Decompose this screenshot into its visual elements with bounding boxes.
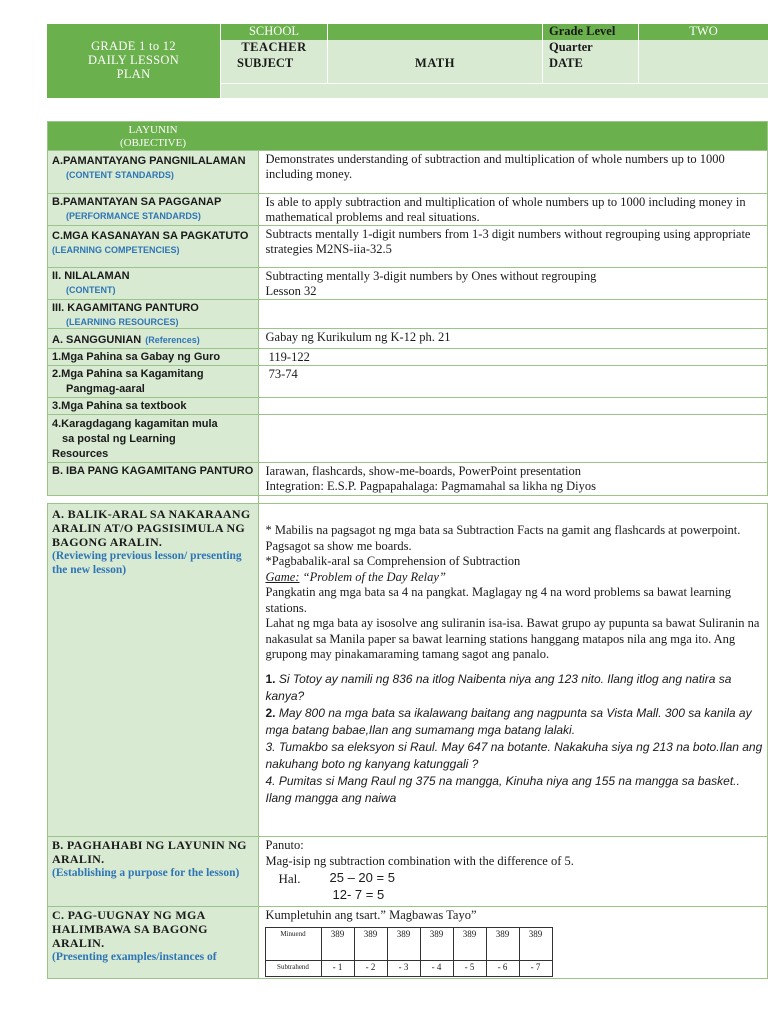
subtraction-chart (265, 927, 553, 977)
learner-pages-label-1: 2.Mga Pahina sa Kagamitang (52, 368, 204, 380)
resources-label-cell (48, 300, 259, 329)
competencies-row (48, 226, 768, 268)
learner-pages-label-cell (48, 366, 259, 398)
purpose-line-2: Mag-isip ng subtraction combination with the difference of 5. (265, 853, 574, 868)
subject-value: MATH (328, 56, 542, 83)
additional-label-1: 4.Karagdagang kagamitan mula (52, 418, 218, 430)
review-line-2: Pagsagot sa show me boards. (265, 538, 412, 553)
example-1: 25 – 20 = 5 (329, 870, 395, 885)
minuend-cell: 389 (321, 927, 354, 960)
minuend-cell: 389 (354, 927, 387, 960)
references-value: Gabay ng Kurikulum ng K-12 ph. 21 (258, 329, 768, 349)
competencies-label-cell (48, 226, 259, 268)
purpose-sub: (Establishing a purpose for the lesson) (52, 867, 240, 879)
teacher-guide-value: 119-122 (258, 349, 768, 366)
problem-3-text: Tumakbo sa eleksyon si Raul. May 647 na botante. Nakakuha siya ng 213 na boto.Ilan ang nakuhang boto ng kanyang katunggali ? (265, 739, 763, 771)
purpose-line-1: Panuto: (265, 838, 304, 852)
game-line (266, 570, 764, 586)
other-resources-value-2: Integration: E.S.P. Pagpapahalaga: Pagmamahal sa likha ng Diyos (265, 479, 596, 493)
additional-materials-value (258, 415, 768, 463)
purpose-content (258, 837, 768, 907)
subtrahend-header: Subtrahend (265, 960, 321, 976)
other-resources-value-cell (258, 463, 768, 496)
minuend-cell: 389 (486, 927, 519, 960)
objectives-heading-row (48, 122, 768, 151)
textbook-value (258, 398, 768, 415)
teacher-guide-row (48, 349, 768, 366)
purpose-label-cell (48, 837, 259, 907)
header-bottom-band (221, 84, 768, 98)
review-label: A. BALIK-ARAL SA NAKARAANG ARALIN AT/O PAGSISIMULA NG BAGONG ARALIN. (52, 507, 251, 549)
presenting-label: C. PAG-UUGNAY NG MGA HALIMBAWA SA BAGONG ARALIN. (52, 908, 208, 950)
references-label-cell (48, 329, 259, 349)
learner-pages-value: 73-74 (258, 366, 768, 398)
performance-standards-label: B.PAMANTAYAN SA PAGGANAP (52, 196, 222, 208)
subtrahend-cell: - 6 (486, 960, 519, 976)
content-label-cell (48, 268, 259, 300)
section-spacer-right (258, 496, 768, 504)
content-standards-label-cell (48, 151, 259, 194)
game-label: Game: (265, 569, 300, 584)
presenting-label-cell (48, 907, 259, 979)
minuend-header: Minuend (265, 927, 321, 960)
quarter-label: Quarter (543, 40, 638, 56)
school-label: SCHOOL (221, 24, 327, 40)
subtrahend-row (265, 960, 552, 976)
additional-label-3: Resources (52, 448, 109, 460)
other-resources-label-cell (48, 463, 259, 496)
review-sub: (Reviewing previous lesson/ presenting the new lesson) (52, 550, 242, 576)
additional-label-2: sa postal ng Learning (62, 433, 176, 445)
content-value-cell (258, 268, 768, 300)
other-resources-label: B. IBA PANG KAGAMITANG PANTURO (52, 465, 254, 477)
content-label: II. NILALAMAN (52, 270, 130, 282)
content-value-1: Subtracting mentally 3-digit numbers by Ones without regrouping (265, 269, 597, 283)
problem-4-num: 4. (265, 773, 276, 788)
minuend-row (265, 927, 552, 960)
textbook-label: 3.Mga Pahina sa textbook (52, 400, 187, 412)
other-resources-row (48, 463, 768, 496)
learner-pages-label-2: Pangmag-aaral (66, 383, 145, 395)
date-field[interactable] (639, 56, 768, 83)
teacher-field[interactable] (328, 40, 542, 56)
references-label: A. SANGGUNIAN (52, 334, 142, 346)
performance-standards-sub: (PERFORMANCE STANDARDS) (66, 211, 201, 221)
objectives-heading-tl: LAYUNIN (128, 124, 178, 136)
title-line-3: PLAN (116, 67, 151, 81)
example-2: 12- 7 = 5 (332, 887, 385, 902)
subtrahend-cell: - 1 (321, 960, 354, 976)
quarter-field[interactable] (639, 40, 768, 56)
purpose-examples (266, 869, 768, 903)
grade-level-value: TWO (639, 24, 768, 40)
presenting-sub: (Presenting examples/instances of (52, 951, 217, 963)
grade-level-label: Grade Level (543, 24, 638, 40)
objectives-heading-en: (OBJECTIVE) (120, 137, 186, 149)
content-row (48, 268, 768, 300)
teacher-label: TEACHER (221, 40, 327, 56)
objectives-heading (48, 122, 259, 151)
review-line-5: Lahat ng mga bata ay isosolve ang suliranin isa-isa. Bawat grupo ay pupunta sa bawat Suliranin na nakasulat sa Manila paper sa bawat learning stations hanggang matapos nila ang mga ito. Ang grupong may pinakamaraming tamang sagot ang panalo. (265, 616, 760, 661)
performance-standards-value: Is able to apply subtraction and multiplication of whole numbers up to 1000 including money in mathematical problems and real situations. (258, 194, 768, 226)
references-row (48, 329, 768, 349)
minuend-cell: 389 (453, 927, 486, 960)
competencies-label: C.MGA KASANAYAN SA PAGKATUTO (52, 230, 249, 242)
section-spacer-left (48, 496, 259, 504)
performance-standards-label-cell (48, 194, 259, 226)
problem-1-num: 1. (265, 671, 276, 686)
content-standards-label: A.PAMANTAYANG PANGNILALAMAN (52, 155, 246, 167)
additional-materials-row (48, 415, 768, 463)
subtrahend-cell: - 3 (387, 960, 420, 976)
review-label-cell (48, 504, 259, 837)
content-value-2: Lesson 32 (265, 284, 317, 298)
problem-3-num: 3. (265, 739, 276, 754)
additional-materials-label-cell (48, 415, 259, 463)
lesson-plan-table (47, 121, 768, 979)
title-line-2: DAILY LESSON (87, 53, 180, 67)
resources-label: III. KAGAMITANG PANTURO (52, 302, 199, 314)
date-label: DATE (543, 56, 638, 83)
objectives-heading-fill (258, 122, 768, 151)
purpose-label: B. PAGHAHABI NG LAYUNIN NG ARALIN. (52, 838, 247, 866)
presenting-content (258, 907, 768, 979)
content-sub: (CONTENT) (66, 285, 116, 295)
content-standards-value: Demonstrates understanding of subtraction and multiplication of whole numbers up to 1000 including money. (258, 151, 768, 194)
problem-3 (266, 739, 764, 773)
resources-value (258, 300, 768, 329)
game-title: “Problem of the Day Relay” (299, 569, 446, 584)
subtrahend-cell: - 4 (420, 960, 453, 976)
presenting-row (48, 907, 768, 979)
other-resources-value-1: Iarawan, flashcards, show-me-boards, PowerPoint presentation (265, 464, 582, 478)
content-standards-sub: (CONTENT STANDARDS) (66, 170, 174, 180)
review-content (258, 504, 768, 837)
subtrahend-cell: - 7 (519, 960, 552, 976)
example-label: Hal. (278, 871, 301, 886)
title-line-1: GRADE 1 to 12 (91, 39, 176, 53)
school-field[interactable] (328, 24, 542, 40)
performance-standards-row (48, 194, 768, 226)
minuend-cell: 389 (387, 927, 420, 960)
review-line-1: * Mabilis na pagsagot ng mga bata sa Subtraction Facts na gamit ang flashcards at powerpoint. (265, 523, 741, 537)
problem-2-text: May 800 na mga bata sa ikalawang baitang ang nagpunta sa Vista Mall. 300 sa kanila ay mga batang babae,Ilan ang sumamang mga batang lalaki. (265, 705, 752, 737)
problem-1-text: Si Totoy ay namili ng 836 na itlog Naibenta niya ang 123 nito. Ilang itlog ang natira sa kanya? (265, 671, 732, 703)
purpose-row (48, 837, 768, 907)
presenting-instruction: Kumpletuhin ang tsart.” Magbawas Tayo” (265, 908, 477, 922)
subtrahend-cell: - 5 (453, 960, 486, 976)
competencies-sub: (LEARNING COMPETENCIES) (52, 245, 180, 255)
references-sub: (References) (145, 335, 200, 345)
subject-label: SUBJECT (221, 56, 327, 83)
problem-1 (266, 671, 764, 705)
textbook-row (48, 398, 768, 415)
lesson-plan-title (47, 24, 220, 98)
review-line-4: Pangkatin ang mga bata sa 4 na pangkat. Maglagay ng 4 na word problems sa bawat learning stations. (265, 585, 731, 615)
learner-pages-row (48, 366, 768, 398)
subtrahend-cell: - 2 (354, 960, 387, 976)
review-line-3: *Pagbabalik-aral sa Comprehension of Subtraction (265, 554, 521, 568)
minuend-cell: 389 (519, 927, 552, 960)
review-row (48, 504, 768, 837)
textbook-label-cell (48, 398, 259, 415)
problem-2-num: 2. (265, 705, 276, 720)
problem-2 (266, 705, 764, 739)
review-gap (266, 663, 764, 671)
resources-row (48, 300, 768, 329)
problem-4-text: Pumitas si Mang Raul ng 375 na mangga, Kinuha niya ang 155 na mangga sa basket.. Ilang mangga ang naiwa (265, 773, 740, 805)
problem-4 (266, 773, 764, 807)
section-spacer-row (48, 496, 768, 504)
competencies-value: Subtracts mentally 1-digit numbers from 1-3 digit numbers without regrouping using appropriate strategies M2NS-iia-32.5 (258, 226, 768, 268)
resources-sub: (LEARNING RESOURCES) (66, 317, 179, 327)
minuend-cell: 389 (420, 927, 453, 960)
content-standards-row (48, 151, 768, 194)
teacher-guide-label-cell (48, 349, 259, 366)
teacher-guide-label: 1.Mga Pahina sa Gabay ng Guro (52, 351, 221, 363)
